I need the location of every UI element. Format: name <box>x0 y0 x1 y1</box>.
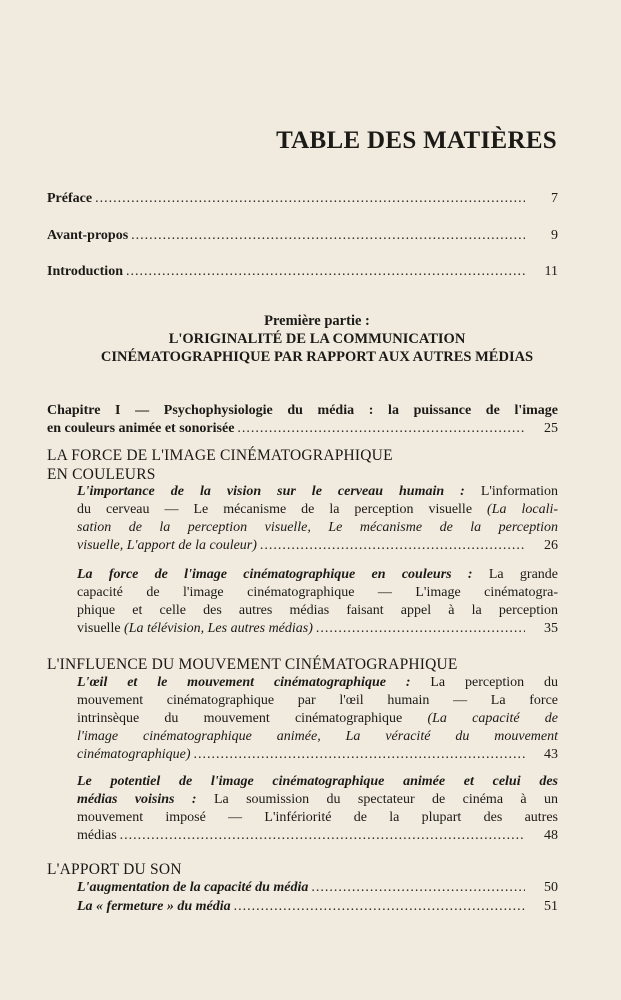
page-number: 43 <box>544 747 558 762</box>
section-heading <box>47 860 182 879</box>
page-number: 50 <box>544 880 558 895</box>
chapter-title-last <box>47 420 558 438</box>
part-number: Première partie : <box>264 313 370 329</box>
page-title: TABLE DES MATIÈRES <box>276 127 557 154</box>
page-number: 48 <box>544 828 558 843</box>
entry-label: Introduction <box>47 264 123 279</box>
entry-text: (La télévision, Les autres médias) <box>124 621 313 636</box>
entry-heading: L'œil et le mouvement cinématographique : <box>77 675 411 690</box>
entry-text: mouvement cinématographique par l'œil humain — La force <box>77 693 558 708</box>
page-number: 35 <box>544 621 558 636</box>
entry-text: du cerveau — Le mécanisme de la perception visuelle <box>77 502 488 517</box>
toc-entry-avant-propos <box>47 227 558 245</box>
entry-heading: La force de l'image cinématographique en couleurs : <box>77 567 473 582</box>
entry-label: Préface <box>47 191 93 206</box>
entry-heading: Le potentiel de l'image cinématographique animée et celui des <box>77 774 558 789</box>
part-heading <box>47 312 587 366</box>
section-title-line: L'INFLUENCE DU MOUVEMENT CINÉMATOGRAPHIQUE <box>47 656 458 673</box>
chapter-title-line: en couleurs animée et sonorisée <box>47 421 235 436</box>
toc-entry <box>77 879 558 897</box>
leader-dots <box>126 263 525 281</box>
entry-heading: L'augmentation de la capacité du média <box>77 880 309 895</box>
section-heading <box>47 446 393 484</box>
entry-text: médias <box>77 828 117 843</box>
entry-text: phique et celle des autres médias faisant appel à la perception <box>77 603 558 618</box>
entry-heading: médias voisins : <box>77 792 197 807</box>
part-title-line: CINÉMATOGRAPHIQUE PAR RAPPORT AUX AUTRES MÉDIAS <box>100 349 534 365</box>
chapter-heading <box>47 402 558 438</box>
page-number: 51 <box>544 899 558 914</box>
entry-text: La grande <box>472 567 558 582</box>
entry-text: La perception du <box>410 675 558 690</box>
leader-dots <box>120 827 525 845</box>
entry-text: mouvement imposé — L'infériorité de la plupart des autres <box>77 810 558 825</box>
part-title-line: L'ORIGINALITÉ DE LA COMMUNICATION <box>168 331 466 347</box>
toc-entry <box>77 674 558 764</box>
entry-text: sation de la perception visuelle, Le mécanisme de la perception <box>77 520 558 535</box>
toc-entry <box>77 898 558 916</box>
page-number: 11 <box>544 264 558 279</box>
entry-label: Avant-propos <box>47 228 129 243</box>
toc-entry-preface <box>47 190 558 208</box>
entry-text: l'image cinématographique animée, La véracité du mouvement <box>77 729 558 744</box>
page-number: 26 <box>544 538 558 553</box>
section-title-line: LA FORCE DE L'IMAGE CINÉMATOGRAPHIQUE <box>47 447 393 464</box>
leader-dots <box>316 620 525 638</box>
toc-entry <box>77 483 558 555</box>
entry-heading: La « fermeture » du média <box>77 899 231 914</box>
leader-dots <box>237 420 525 438</box>
leader-dots <box>194 746 525 764</box>
toc-entry <box>77 566 558 638</box>
entry-text: visuelle, L'apport de la couleur) <box>77 538 257 553</box>
entry-text: (La locali- <box>487 502 559 517</box>
entry-text: La soumission du spectateur de cinéma à un <box>196 792 559 807</box>
chapter-title-line: Chapitre I — Psychophysiologie du média : la puissance de l'image <box>47 403 558 418</box>
leader-dots <box>131 227 525 245</box>
page-number: 25 <box>544 421 558 436</box>
leader-dots <box>311 879 525 897</box>
leader-dots <box>95 190 525 208</box>
entry-text: (La capacité de <box>427 711 558 726</box>
section-heading <box>47 655 458 674</box>
entry-heading: L'importance de la vision sur le cerveau humain : <box>77 484 465 499</box>
entry-text: visuelle <box>77 621 125 636</box>
page-number: 9 <box>551 228 558 243</box>
page-number: 7 <box>551 191 558 206</box>
leader-dots <box>260 537 525 555</box>
toc-entry <box>77 773 558 845</box>
section-title-line: L'APPORT DU SON <box>47 861 182 878</box>
entry-text: capacité de l'image cinématographique — L'image cinématogra- <box>77 585 558 600</box>
entry-text: cinématographique) <box>77 747 191 762</box>
toc-entry-introduction <box>47 263 558 281</box>
leader-dots <box>234 898 525 916</box>
entry-text: intrinsèque du mouvement cinématographique <box>77 711 428 726</box>
section-title-line: EN COULEURS <box>47 466 156 483</box>
entry-text: L'information <box>464 484 559 499</box>
